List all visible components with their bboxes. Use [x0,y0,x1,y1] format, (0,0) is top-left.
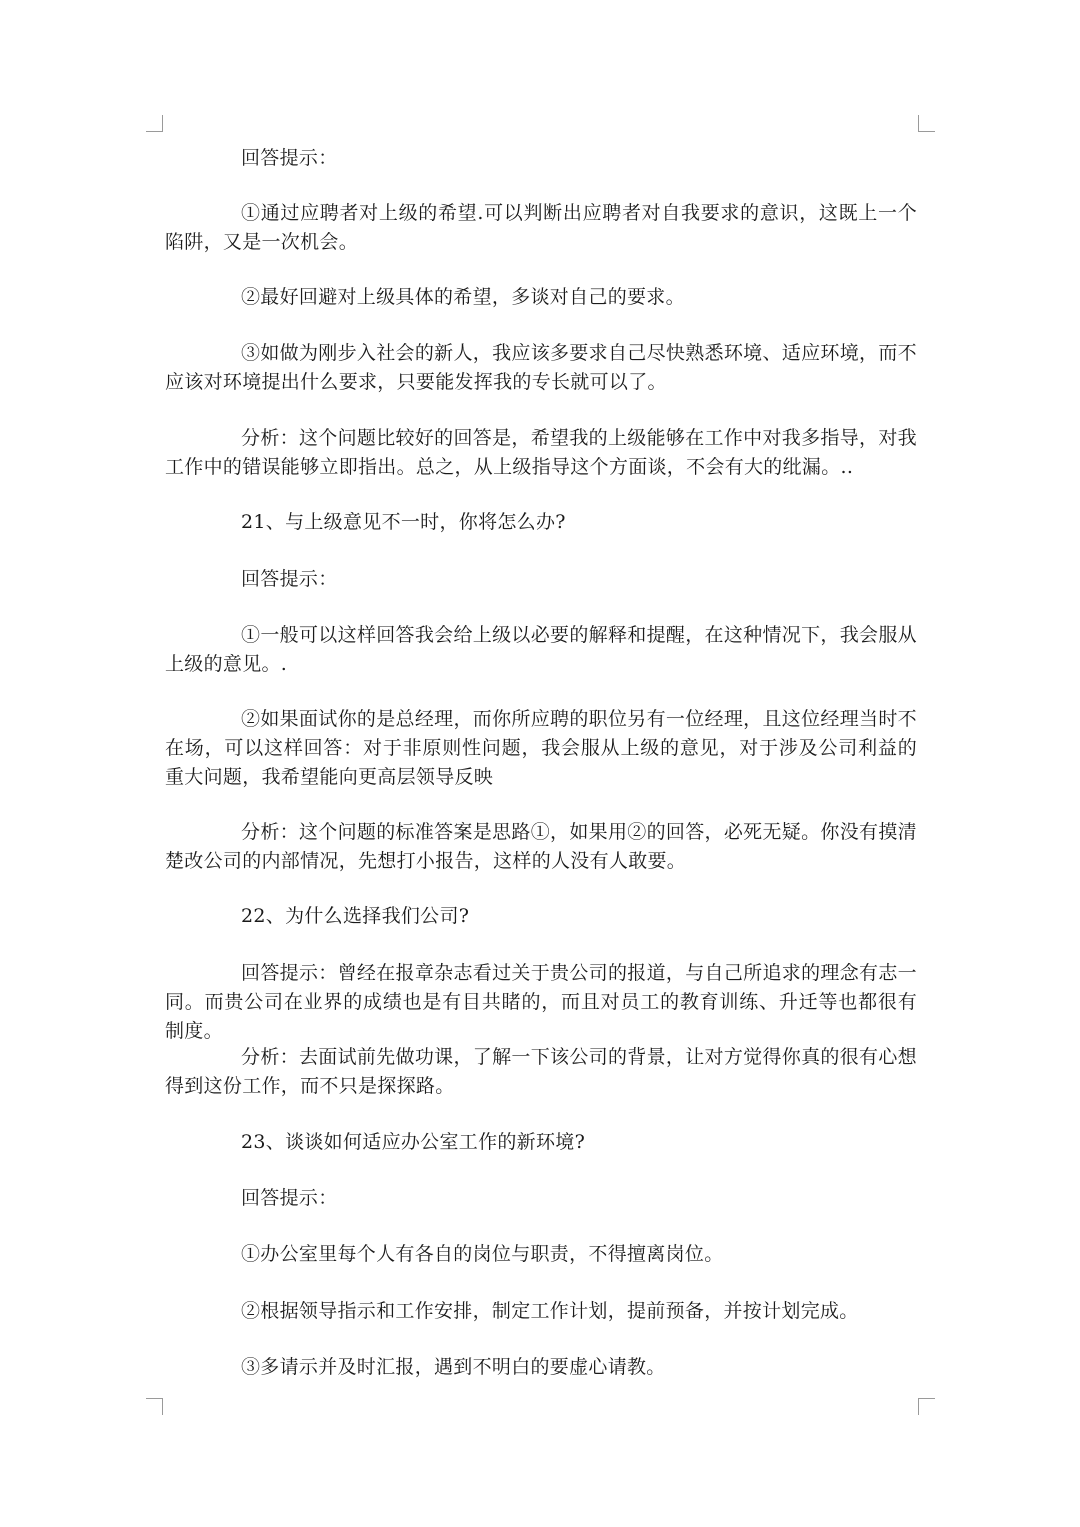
paragraph-hint-2: ②根据领导指示和工作安排，制定工作计划，提前预备，并按计划完成。 [241,1300,859,1322]
paragraph-analysis: 分析：这个问题比较好的回答是，希望我的上级能够在工作中对我多指导，对我工作中的错误能够立即指出。总之，从上级指导这个方面谈，不会有大的纰漏。.. [165,427,917,478]
page-corner-mark-bottom-left [146,1398,163,1415]
question-22: 22、为什么选择我们公司? [241,905,470,927]
page-corner-mark-top-left [146,115,163,132]
paragraph-analysis: 分析：去面试前先做功课，了解一下该公司的背景，让对方觉得你真的很有心想得到这份工作，而不只是探探路。 [165,1046,917,1097]
paragraph-answer-hint-heading: 回答提示： [241,568,338,590]
paragraph-answer-hint-heading: 回答提示： [241,1187,338,1209]
page-corner-mark-bottom-right [918,1398,935,1415]
page-corner-mark-top-right [918,115,935,132]
paragraph-answer-hint: 回答提示：曾经在报章杂志看过关于贵公司的报道，与自己所追求的理念有志一同。而贵公司在业界的成绩也是有目共睹的，而且对员工的教育训练、升迁等也都很有制度。 [165,962,917,1042]
paragraph-analysis: 分析：这个问题的标准答案是思路①，如果用②的回答，必死无疑。你没有摸清楚改公司的内部情况，先想打小报告，这样的人没有人敢要。 [165,821,917,872]
paragraph-hint-2: ②最好回避对上级具体的希望，多谈对自己的要求。 [241,286,685,308]
paragraph-hint-1: ①通过应聘者对上级的希望.可以判断出应聘者对自我要求的意识，这既上一个陷阱，又是一次机会。 [165,202,917,253]
paragraph-hint-2: ②如果面试你的是总经理，而你所应聘的职位另有一位经理，且这位经理当时不在场，可以这样回答：对于非原则性问题，我会服从上级的意见，对于涉及公司利益的重大问题，我希望能向更高层领导反映 [165,708,917,788]
paragraph-hint-1: ①一般可以这样回答我会给上级以必要的解释和提醒，在这种情况下，我会服从上级的意见。. [165,624,917,675]
paragraph-hint-1: ①办公室里每个人有各自的岗位与职责，不得擅离岗位。 [241,1243,724,1265]
paragraph-hint-3: ③多请示并及时汇报，遇到不明白的要虚心请教。 [241,1356,666,1378]
paragraph-answer-hint-heading: 回答提示： [241,147,338,169]
question-21: 21、与上级意见不一时，你将怎么办? [241,511,566,533]
question-23: 23、谈谈如何适应办公室工作的新环境? [241,1131,586,1153]
paragraph-hint-3: ③如做为刚步入社会的新人，我应该多要求自己尽快熟悉环境、适应环境，而不应该对环境提出什么要求，只要能发挥我的专长就可以了。 [165,342,917,393]
